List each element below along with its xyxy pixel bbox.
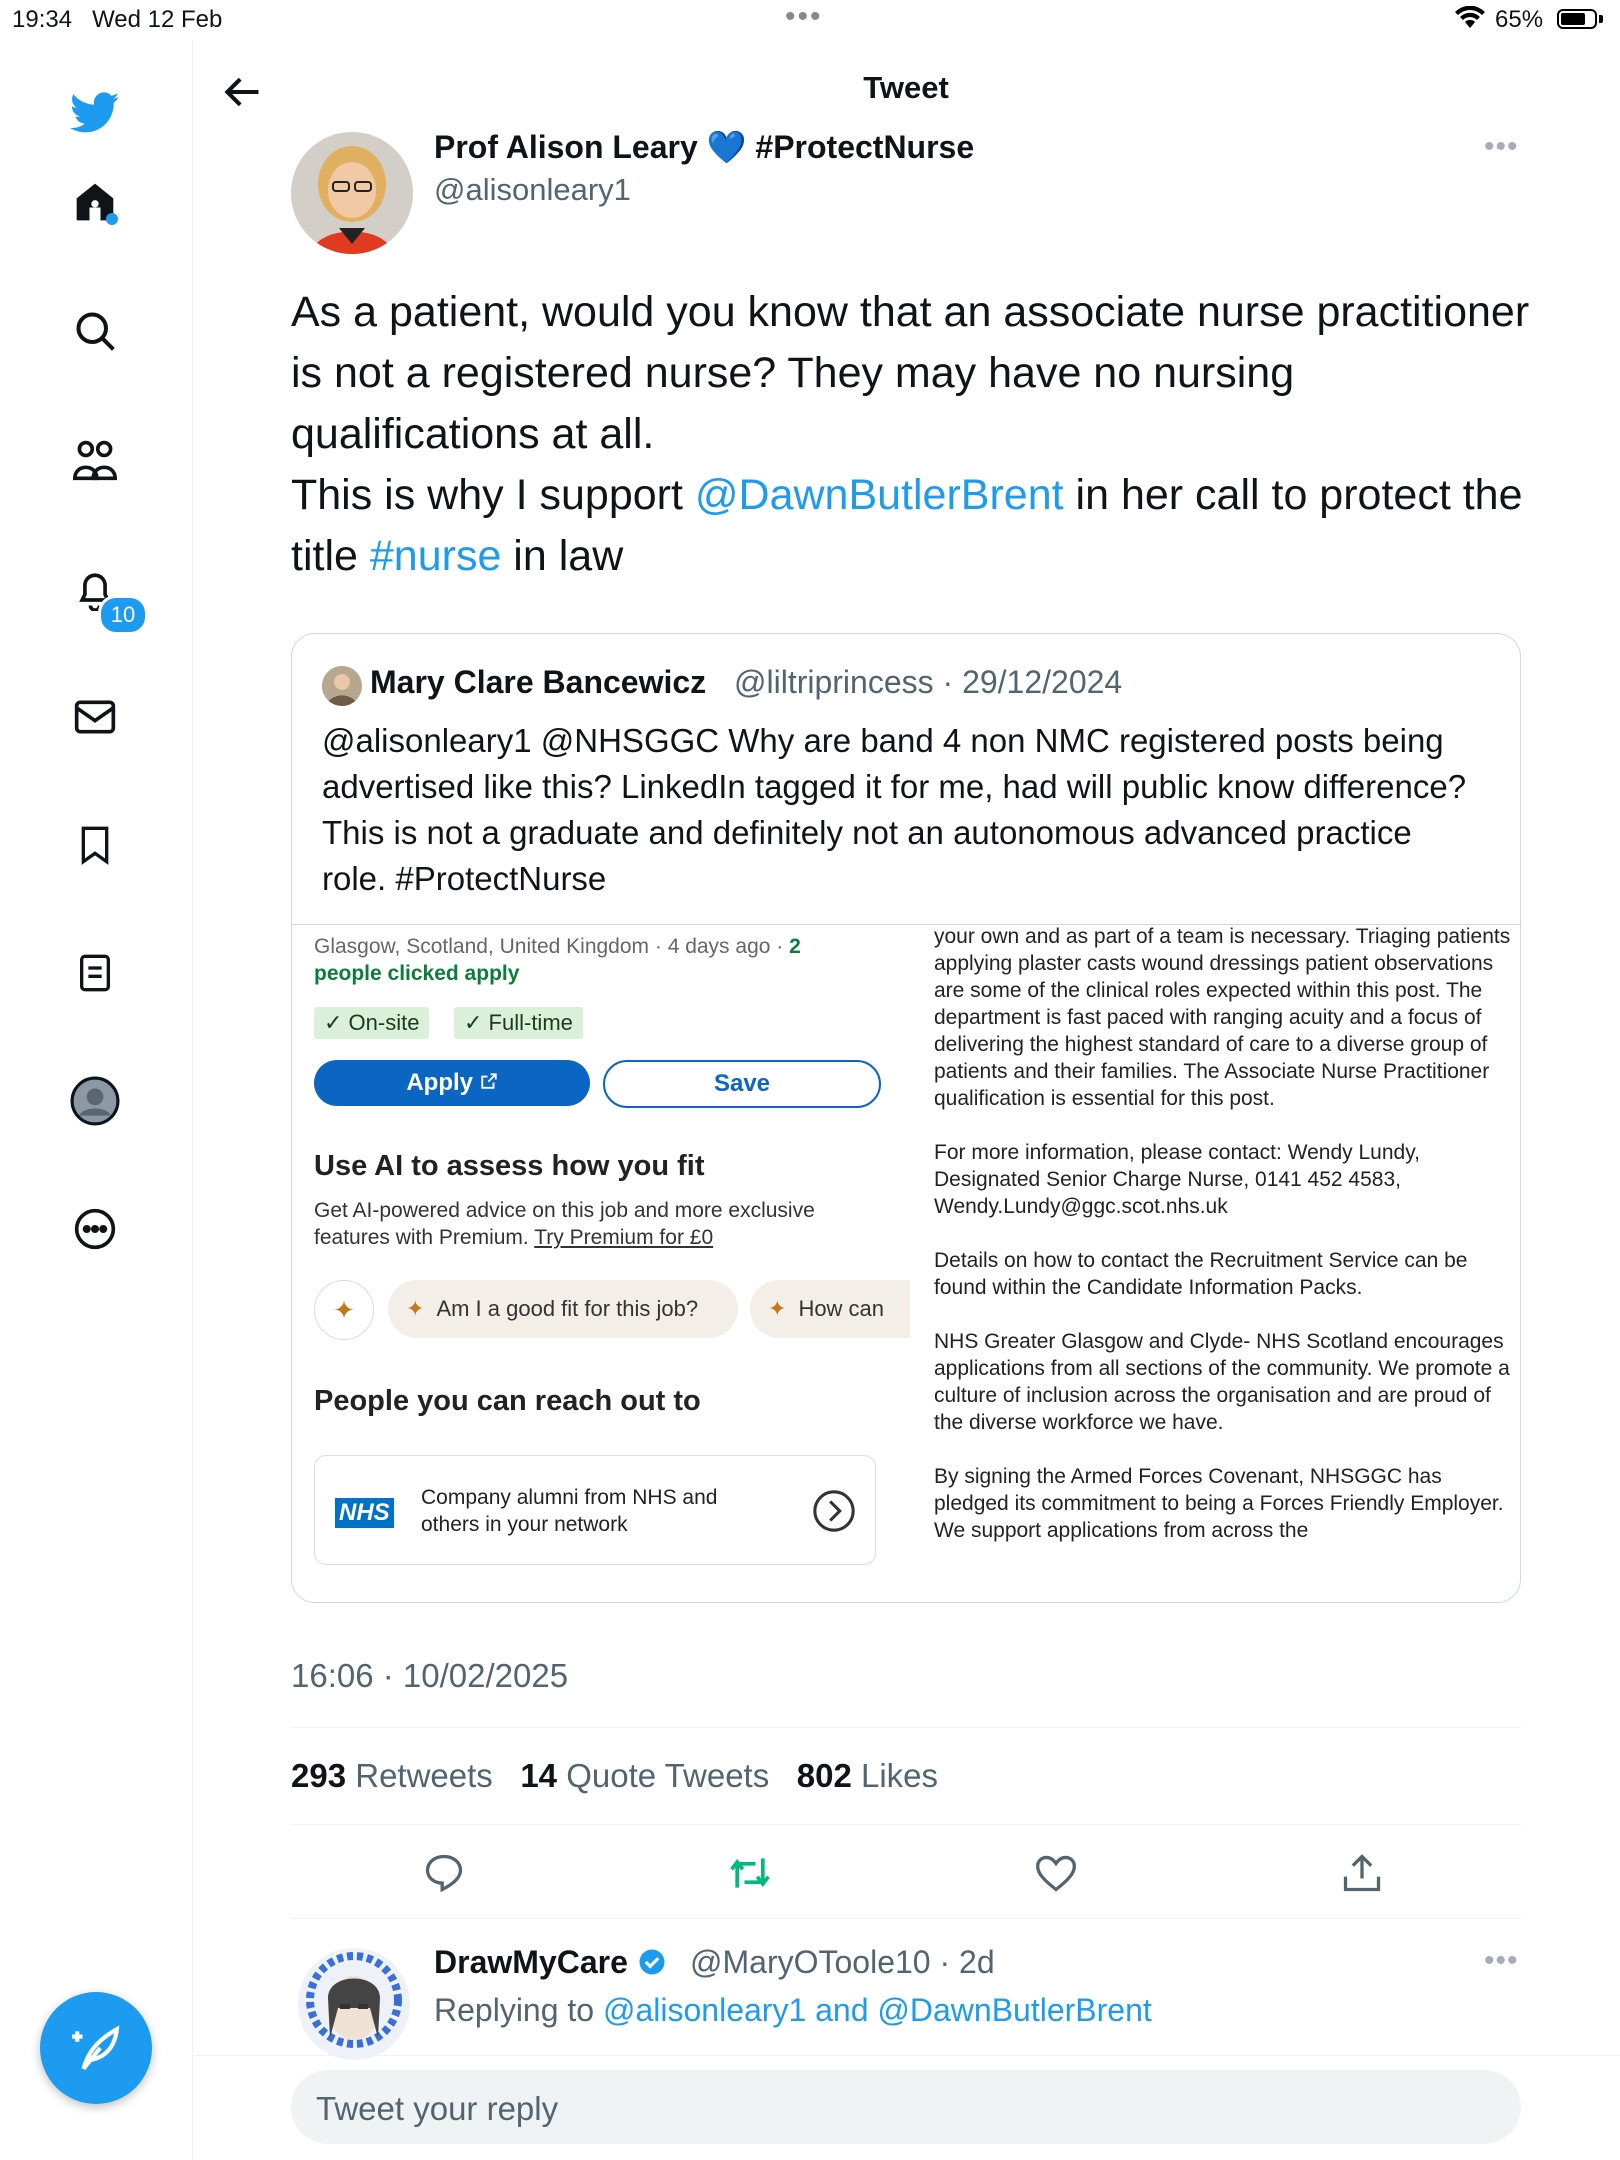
quotes-stat[interactable]: 14 Quote Tweets xyxy=(520,1757,770,1794)
multitask-dots[interactable]: ••• xyxy=(785,0,823,33)
blue-heart-icon: 💙 xyxy=(706,129,747,165)
divider xyxy=(291,1918,1521,1919)
quoted-tweet[interactable] xyxy=(291,633,1521,1603)
quoted-author-avatar xyxy=(322,666,362,706)
sparkle-icon: ✦ xyxy=(406,1296,425,1321)
reply-author-name[interactable]: DrawMyCare xyxy=(434,1944,667,1981)
linkedin-left-column xyxy=(314,925,914,1603)
external-link-icon xyxy=(480,1069,498,1097)
page-title: Tweet xyxy=(863,70,949,105)
quoted-tweet-text: @alisonleary1 @NHSGGC Why are band 4 non NMC registered posts being advertised like this? LinkedIn tagged it for me, had will public know difference? This is not a graduate and definitely not an autonomous advanced practice role. #ProtectNurse xyxy=(322,722,1467,897)
replying-to-line: Replying to @alisonleary1 and @DawnButlerBrent xyxy=(434,1992,1152,2028)
notifications-count-badge: 10 xyxy=(98,595,148,635)
retweets-stat[interactable]: 293 Retweets xyxy=(291,1757,493,1794)
ai-chip-how: ✦ How can xyxy=(750,1280,910,1338)
sparkle-icon: ✦ xyxy=(768,1296,787,1321)
home-unread-dot xyxy=(106,213,118,225)
author-name-text: Prof Alison Leary xyxy=(434,129,698,165)
compose-tweet-button[interactable] xyxy=(40,1992,152,2104)
ai-sparkle-icon: ✦ xyxy=(314,1280,374,1340)
reply-more-icon[interactable]: ••• xyxy=(1484,1944,1519,1977)
communities-icon[interactable] xyxy=(70,435,120,485)
people-section-title: People you can reach out to xyxy=(314,1385,701,1417)
ai-section-title: Use AI to assess how you fit xyxy=(314,1150,705,1182)
apply-button: Apply xyxy=(314,1060,590,1106)
alumni-card xyxy=(314,1455,876,1565)
retweet-icon[interactable] xyxy=(728,1851,772,1895)
author-handle[interactable]: @alisonleary1 xyxy=(434,172,631,207)
divider xyxy=(291,1727,1521,1728)
bookmark-icon[interactable] xyxy=(70,820,120,870)
author-avatar[interactable] xyxy=(291,132,413,254)
author-name[interactable] xyxy=(434,128,974,166)
messages-envelope-icon[interactable] xyxy=(70,692,120,742)
status-bar xyxy=(0,0,1620,40)
battery-icon xyxy=(1557,9,1597,29)
on-site-chip: ✓ On-site xyxy=(314,1007,429,1039)
reply-input-placeholder: Tweet your reply xyxy=(316,2090,559,2127)
linkedin-right-column: your own and as part of a team is necessary. Triaging patients applying plaster casts wound dressings patient observations are some of the clinical roles expected within this post. The department is fast paced with ranging acuity and a focus of delivering the highest standard of care to a diverse group of patients and their families. The Associate Nurse Practitioner qualification is essential for this post. For more information, please contact: Wendy Lundy, Designated Senior Charge Nurse, 0141 452 4583, Wendy.Lundy@ggc.scot.nhs.uk Details on how to contact the Recruitment Service can be found within the Candidate Information Packs. NHS Greater Glasgow and Clyde- NHS Scotland encourages applications from all sections of the community. We promote a culture of inclusion across the organisation and are proud of the diverse workforce we have. By signing the Armed Forces Covenant, NHSGGC has pledged its commitment to being a Forces Friendly Employer. We support applications from across the xyxy=(934,925,1511,1542)
status-time: 19:34 Wed 12 Feb xyxy=(12,6,223,33)
divider xyxy=(291,1824,1521,1825)
search-icon[interactable] xyxy=(70,306,120,356)
mention-link[interactable]: @DawnButlerBrent xyxy=(694,471,1064,519)
composer-divider xyxy=(192,2055,1620,2056)
chevron-right-circle-icon xyxy=(811,1488,857,1540)
like-heart-icon[interactable] xyxy=(1034,1851,1078,1895)
tweet-text: As a patient, would you know that an associate nurse practitioner is not a registered nurse? They may have no nursing qualifications at all. This is why I support @DawnButlerBrent in her call to protect the title #nurse in law xyxy=(291,288,1530,580)
more-options-circle-icon[interactable] xyxy=(70,1204,120,1254)
verified-badge-icon xyxy=(637,1944,667,1980)
battery-percent: 65% xyxy=(1495,6,1544,33)
wifi-icon xyxy=(1455,6,1485,37)
tweet-timestamp[interactable]: 16:06 · 10/02/2025 xyxy=(291,1657,569,1694)
full-time-chip: ✓ Full-time xyxy=(454,1007,583,1039)
alumni-text: Company alumni from NHS and others in your network xyxy=(421,1486,718,1536)
tweet-stats xyxy=(291,1757,938,1795)
job-meta: Glasgow, Scotland, United Kingdom · 4 days ago · 2 people clicked apply xyxy=(314,935,801,985)
replying-to-links[interactable]: @alisonleary1 and @DawnButlerBrent xyxy=(602,1992,1152,2028)
hashtag-link[interactable]: #nurse xyxy=(369,532,502,580)
reply-icon[interactable] xyxy=(422,1851,466,1895)
ai-chip-fit: ✦ Am I a good fit for this job? xyxy=(388,1280,738,1338)
share-icon[interactable] xyxy=(1340,1851,1384,1895)
lists-icon[interactable] xyxy=(70,948,120,998)
nhs-logo: NHS xyxy=(335,1498,394,1528)
ai-section-desc: Get AI-powered advice on this job and more exclusive features with Premium. Try Premium for £0 xyxy=(314,1199,815,1249)
quoted-handle-date: @liltriprincess · 29/12/2024 xyxy=(734,664,1123,700)
reply-handle-time[interactable]: @MaryOToole10 · 2d xyxy=(690,1944,995,1980)
sidebar xyxy=(0,40,193,2160)
linkedin-job-screenshot[interactable] xyxy=(292,924,1521,1603)
quoted-author-name: Mary Clare Bancewicz xyxy=(370,664,707,700)
reply-author-avatar[interactable] xyxy=(298,1948,410,2060)
author-tag-text: #ProtectNurse xyxy=(755,129,975,165)
save-button: Save xyxy=(603,1060,881,1108)
battery-cap xyxy=(1599,15,1603,23)
tweet-more-icon[interactable]: ••• xyxy=(1484,130,1519,163)
profile-avatar-icon[interactable] xyxy=(70,1076,120,1126)
likes-stat[interactable]: 802 Likes xyxy=(796,1757,939,1794)
